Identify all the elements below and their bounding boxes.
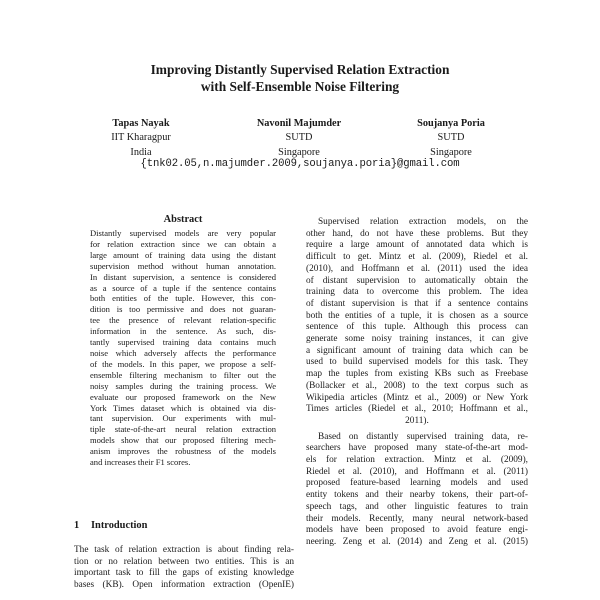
- body-line: Supervised relation extraction models, on the: [318, 217, 528, 227]
- abstract-heading: Abstract: [163, 214, 203, 225]
- abstract-line: as a source of a tuple if the sentence contains: [90, 282, 276, 293]
- intro-line: important task to fill the gaps of existing knowledge: [74, 568, 294, 579]
- abstract-line: dition is too permissive and does not guaran-: [90, 304, 276, 315]
- abstract-line: information in the sentence. As such, dis-: [90, 326, 276, 337]
- body-line: els for relation extraction. Mintz et al. (2009),: [306, 455, 528, 466]
- abstract-line: evaluate our proposed framework on the New: [90, 391, 276, 402]
- abstract-body: [90, 228, 276, 468]
- paper-title: [0, 61, 600, 95]
- abstract-line: for relation extraction since we can obtain a: [90, 238, 276, 249]
- abstract-line: tee the presence of relevant relation-specific: [90, 315, 276, 326]
- body-line: training data to overcome this problem. The idea: [306, 287, 528, 298]
- body-line: entity tokens and their nearby tokens, their part-of-: [306, 490, 528, 501]
- section-title: Introduction: [91, 520, 148, 531]
- author-name: Soujanya Poria: [417, 118, 485, 129]
- abstract-line: supervision method without human annotation.: [90, 260, 276, 271]
- body-line: a significant amount of training data which can be: [306, 345, 528, 356]
- author-affiliation: IIT Kharagpur: [111, 132, 171, 144]
- author-affiliation: SUTD: [437, 132, 465, 144]
- abstract-line: ensemble filtering mechanism to filter out the: [90, 369, 276, 380]
- abstract-line: In distant supervision, a sentence is considered: [90, 271, 276, 282]
- body-line: map the tuples from existing KBs such as Freebase: [306, 369, 528, 380]
- body-line: difficult to get. Mintz et al. (2009), Riedel et al.: [306, 252, 528, 263]
- body-line: (2010), and Hoffmann et al. (2011) used the idea: [306, 263, 528, 274]
- abstract-line: both entities of the tuple. However, this con-: [90, 293, 276, 304]
- body-line: proposed feature-based learning models and used: [306, 478, 528, 489]
- abstract-line: noisy samples during the training process. We: [90, 380, 276, 391]
- body-line: speech tags, and other linguistic features to train: [306, 501, 528, 512]
- right-column-body: [306, 217, 528, 549]
- author-location: Singapore: [430, 146, 472, 158]
- intro-line: bases (KB). Open information extraction (OpenIE): [74, 580, 294, 591]
- body-line: Based on distantly supervised training data, re-: [318, 431, 528, 442]
- title-line-1: Improving Distantly Supervised Relation Extraction: [150, 62, 450, 77]
- body-line: of distant supervision to automatically obtain the: [306, 275, 528, 286]
- abstract-line: models show that our proposed filtering mech-: [90, 435, 276, 446]
- author-emails: {tnk02.05,n.majumder.2009,soujanya.poria}@gmail.com: [140, 158, 460, 170]
- author-affiliation: SUTD: [285, 132, 313, 144]
- abstract-line: of the models. In this paper, we propose a self-: [90, 358, 276, 369]
- body-line: require a large amount of annotated data which is: [306, 240, 528, 251]
- abstract-line: anism improves the robustness of the models: [90, 446, 276, 457]
- body-line: Times articles (Riedel et al., 2010; Hoffmann et al.,: [306, 404, 528, 415]
- body-line: used to build supervised models for this task. They: [306, 357, 528, 368]
- body-line: both the entities of a tuple, it is chosen as a source: [306, 310, 528, 321]
- abstract-line: Distantly supervised models are very popular: [90, 228, 276, 238]
- author-1: [51, 117, 231, 160]
- body-line: (Bollacker et al., 2008) to the text corpus such as: [306, 380, 528, 391]
- body-line: 2011).: [405, 415, 429, 426]
- body-line: their models. Recently, many neural network-based: [306, 513, 528, 524]
- abstract-line: large amount of training data using the distant: [90, 249, 276, 260]
- body-line: Riedel et al. (2010), and Hoffmann et al. (2011): [306, 466, 528, 477]
- section-heading-introduction: [74, 520, 147, 531]
- author-location: Singapore: [278, 146, 320, 158]
- abstract-line: York Times dataset which is obtained via dis-: [90, 402, 276, 413]
- abstract-line: tiple state-of-the-art neural relation extraction: [90, 424, 276, 435]
- intro-line: tion or no relation between two entities. This is an: [74, 556, 294, 567]
- body-line: other hand, do not have these problems. But they: [306, 228, 528, 239]
- body-line: searchers have proposed many state-of-the-art mod-: [306, 443, 528, 454]
- author-name: Navonil Majumder: [256, 118, 342, 129]
- author-3: [361, 117, 541, 160]
- abstract-line: tantly supervised training data contains much: [90, 337, 276, 348]
- body-line: generate some noisy training instances, it can give: [306, 334, 528, 345]
- abstract-line: and increases their F1 scores.: [90, 457, 191, 468]
- abstract-line: noise which adversely affects the performance: [90, 347, 276, 358]
- body-line: sentence of this tuple. Although this process can: [306, 322, 528, 333]
- abstract-line: tant supervision. Our experiments with mul-: [90, 413, 276, 424]
- body-line: of distant supervision is that if a sentence contains: [306, 298, 528, 309]
- intro-line: The task of relation extraction is about finding rela-: [74, 545, 294, 555]
- body-line: Wikipedia articles (Mintz et al., 2009) or New York: [306, 392, 528, 403]
- author-name: Tapas Nayak: [112, 118, 170, 129]
- body-line: models have been proposed to avoid feature engi-: [306, 525, 528, 536]
- author-location: India: [130, 146, 152, 158]
- title-line-2: with Self-Ensemble Noise Filtering: [200, 79, 400, 94]
- introduction-body: [74, 545, 294, 592]
- body-line: neering. Zeng et al. (2014) and Zeng et al. (2015): [306, 536, 528, 547]
- section-number: 1: [74, 520, 80, 531]
